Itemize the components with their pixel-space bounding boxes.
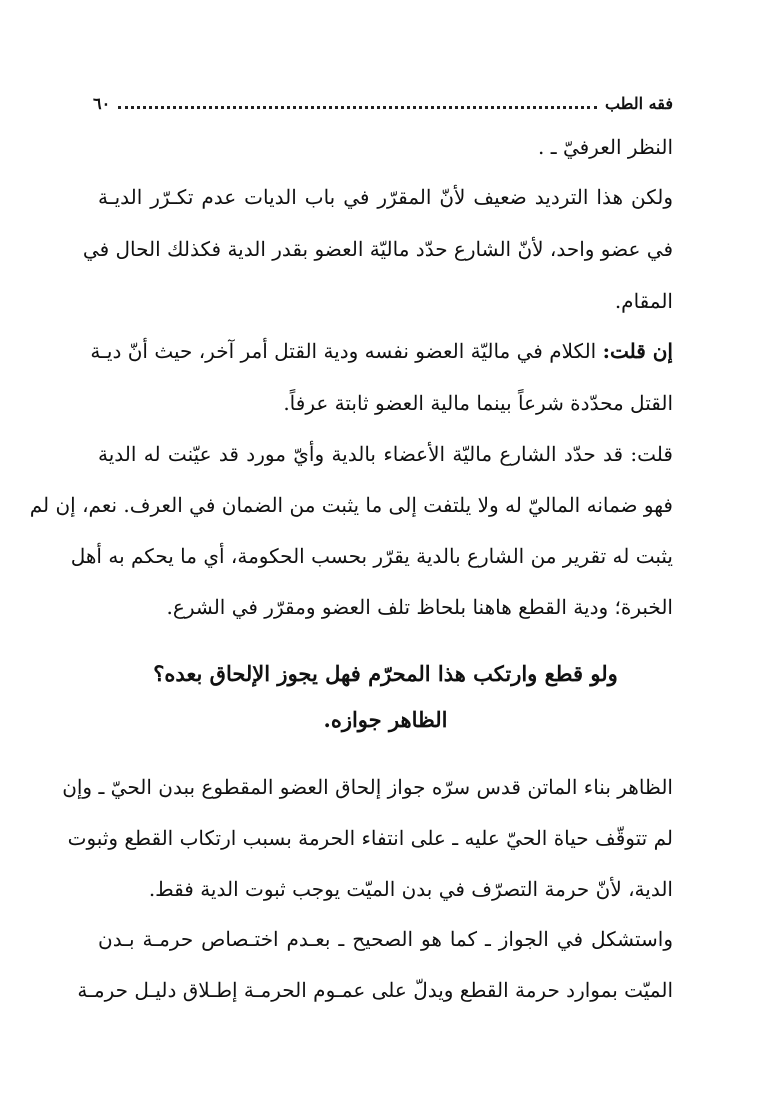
text-run: القتل محدّدة شرعاً بينما مالية العضو ثابتة عرفاً. — [283, 391, 673, 415]
text-line — [98, 587, 673, 627]
text-line — [98, 434, 673, 474]
text-line — [90, 331, 673, 371]
page-number: ٦٠ — [93, 93, 111, 113]
question-heading — [98, 654, 673, 694]
text-run: ولو قطع وارتكب هذا المحرّم فهل يجوز الإلحاق بعده؟ — [153, 661, 618, 686]
answer-heading — [98, 700, 673, 740]
text-run: في عضو واحد، لأنّ الشارع حدّد ماليّة العضو بقدر الدية فكذلك الحال في — [82, 237, 673, 261]
text-line — [77, 970, 673, 1010]
text-run: النظر العرفيّ ـ . — [538, 135, 673, 159]
running-header — [93, 90, 673, 116]
text-run: يثبت له تقرير من الشارع بالدية يقرّر بحسب الحكومة، أي ما يحكم به أهل — [70, 544, 673, 568]
text-run: الكلام في ماليّة العضو نفسه ودية القتل أمر آخر، حيث أنّ ديـة — [90, 339, 603, 363]
text-line — [67, 818, 673, 858]
running-title: فقه الطب — [604, 93, 673, 113]
text-line — [98, 281, 673, 321]
bold-lead-text: إن قلت: — [602, 339, 673, 363]
text-run: واستشكل في الجواز ـ كما هو الصحيح ـ بعـدم اختـصاص حرمـة بـدن — [98, 927, 673, 951]
text-run: الدية، لأنّ حرمة التصرّف في بدن الميّت يوجب ثبوت الدية فقط. — [148, 877, 673, 901]
text-line — [98, 177, 673, 217]
text-line — [70, 536, 673, 576]
text-line — [98, 869, 673, 909]
text-run: قلت: قد حدّد الشارع ماليّة الأعضاء بالدية وأيّ مورد قد عيّنت له الدية — [98, 442, 673, 466]
text-line — [98, 383, 673, 423]
text-line — [82, 229, 673, 269]
text-run: فهو ضمانه الماليّ له ولا يلتفت إلى ما يثبت من الضمان في العرف. نعم، إن لم — [29, 493, 673, 517]
text-line — [62, 767, 673, 807]
text-run: الظاهر جوازه. — [323, 707, 448, 732]
text-run: الخبرة؛ ودية القطع هاهنا بلحاظ تلف العضو ومقرّر في الشرع. — [166, 595, 673, 619]
text-run: الميّت بموارد حرمة القطع ويدلّ على عمـوم الحرمـة إطـلاق دليـل حرمـة — [77, 978, 673, 1002]
header-dot-leader — [118, 106, 597, 109]
text-run: الظاهر بناء الماتن قدس سرّه جواز إلحاق العضو المقطوع ببدن الحيّ ـ وإن — [62, 775, 673, 799]
text-run: المقام. — [614, 289, 673, 313]
text-run: لم تتوقّف حياة الحيّ عليه ـ على انتفاء الحرمة بسبب ارتكاب القطع وثبوت — [67, 826, 673, 850]
text-run: ولكن هذا الترديد ضعيف لأنّ المقرّر في باب الديات عدم تكـرّر الديـة — [98, 185, 673, 209]
text-line — [98, 919, 673, 959]
text-line — [98, 127, 673, 167]
text-line — [29, 485, 673, 525]
